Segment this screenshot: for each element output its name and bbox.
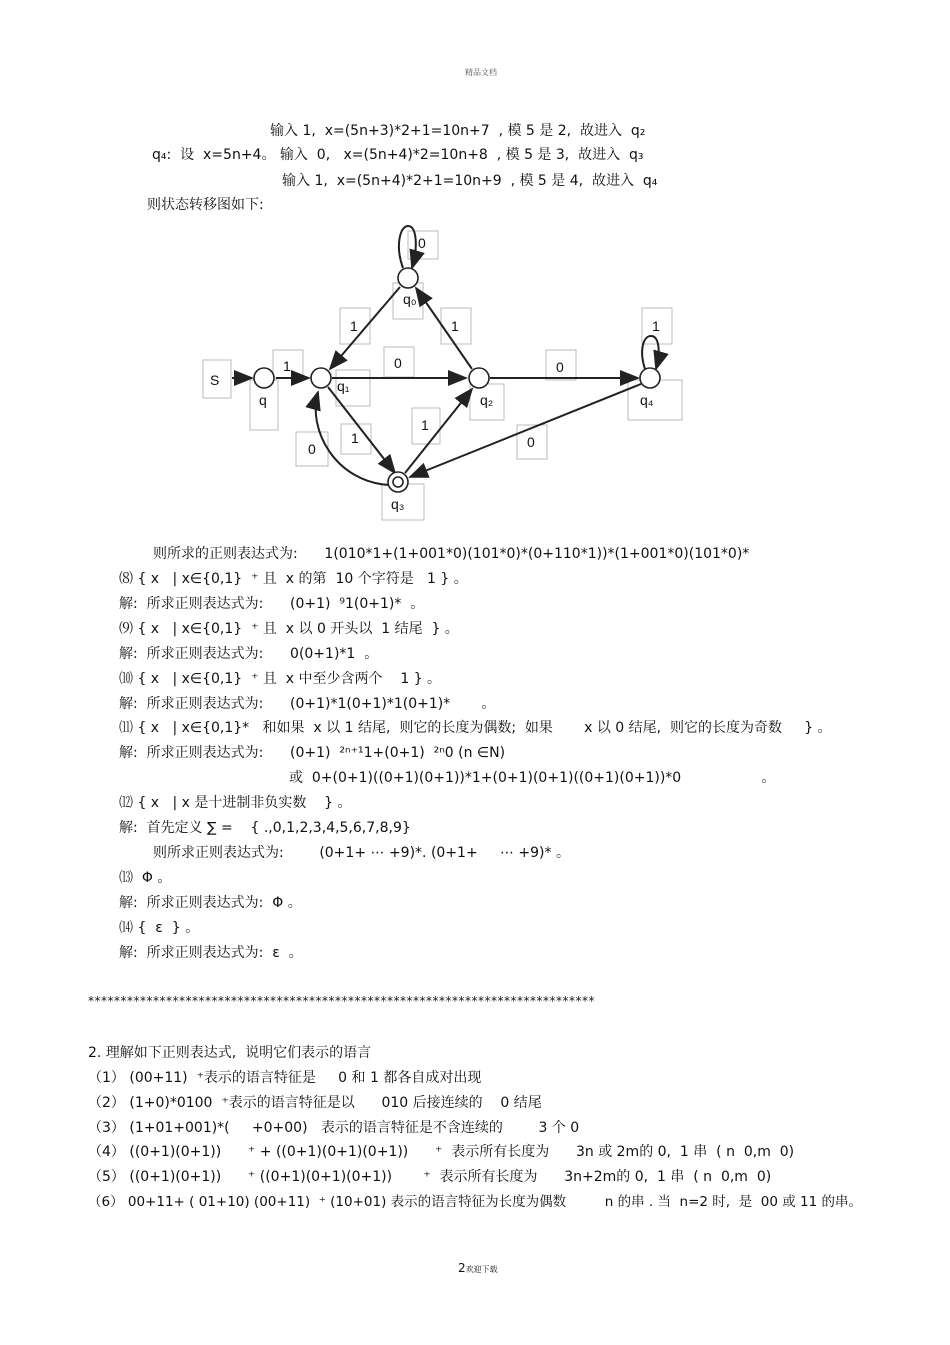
edge-label-q2-q4: 0: [556, 359, 564, 375]
edge-label-q1-q0: 1: [350, 318, 358, 334]
problem-12: ⑿ { x | x 是十进制非负实数 } 。: [119, 795, 352, 811]
derivation-line-1: 输入 1, x=(5n+3)*2+1=10n+7 , 模 5 是 2, 故进入 q₂: [270, 123, 646, 139]
section2-item-6: （6） 00+11+ ( 01+10) (00+11) ⁺ (10+01) 表示的语言特征为长度为偶数 n 的串 . 当 n=2 时, 是 00 或 11 的串。: [88, 1194, 862, 1210]
edge-label-q4-q3: 0: [527, 434, 535, 450]
answer-12: 则所求正则表达式为: (0+1+ ⋯ +9)*. (0+1+ ⋯ +9)* 。: [153, 845, 570, 861]
problem-8: ⑻ { x | x∈{0,1} ⁺ 且 x 的第 10 个字符是 1 } 。: [119, 571, 468, 587]
section2-title: 2. 理解如下正则表达式, 说明它们表示的语言: [88, 1045, 372, 1061]
state-q: q: [259, 392, 267, 408]
problem-11: ⑾ { x | x∈{0,1}* 和如果 x 以 1 结尾, 则它的长度为偶数; 如果 x 以 0 结尾, 则它的长度为奇数 } 。: [119, 720, 832, 736]
state-q3: q₃: [391, 496, 405, 512]
problem-13: ⒀ Φ 。: [119, 870, 172, 886]
section2-item-5: （5） ((0+1)(0+1)) ⁺ ((0+1)(0+1)(0+1)) ⁺ 表示所有长度为 3n+2m的 0, 1 串 ( n 0,m 0): [88, 1169, 772, 1185]
state-q2: q₂: [480, 392, 494, 408]
edge-label-q1-q3: 1: [351, 430, 359, 446]
derivation-line-2: q₄: 设 x=5n+4。 输入 0, x=(5n+4)*2=10n+8 , 模 5 是 3, 故进入 q₃: [152, 147, 644, 163]
page-number: 2: [458, 1261, 466, 1275]
page-footer: [458, 1259, 498, 1279]
answer-10: 解: 所求正则表达式为: (0+1)*1(0+1)*1(0+1)* 。: [119, 696, 496, 712]
state-q1: q₁: [337, 378, 350, 394]
state-q0: q₀: [403, 291, 417, 307]
edge-label-q2-q0: 1: [451, 318, 459, 334]
edge-label-q4-self: 1: [652, 318, 660, 334]
start-label: S: [210, 372, 220, 388]
answer-8: 解: 所求正则表达式为: (0+1) ⁹1(0+1)* 。: [119, 596, 425, 612]
footer-caption: 欢迎下载: [465, 1265, 498, 1274]
edge-label-q-q1: 1: [283, 358, 291, 374]
answer-12-definition: 解: 首先定义 ∑ = { .,0,1,2,3,4,5,6,7,8,9}: [119, 820, 411, 836]
answer-13: 解: 所求正则表达式为: Φ 。: [119, 895, 302, 911]
derivation-line-4: 则状态转移图如下:: [147, 197, 264, 213]
problem-14: ⒁ { ε } 。: [119, 920, 200, 936]
separator: ******************************************************************************: [88, 994, 595, 1008]
answer-9: 解: 所求正则表达式为: 0(0+1)*1 。: [119, 646, 379, 662]
header-watermark: 精品文档: [465, 68, 497, 77]
answer-11: 解: 所求正则表达式为: (0+1) ²ⁿ⁺¹1+(0+1) ²ⁿ0 (n ∈N): [119, 745, 506, 761]
problem-10: ⑽ { x | x∈{0,1} ⁺ 且 x 中至少含两个 1 } 。: [119, 671, 442, 687]
edge-label-q0-self: 0: [418, 235, 426, 251]
answer-14: 解: 所求正则表达式为: ε 。: [119, 945, 303, 961]
problem-9: ⑼ { x | x∈{0,1} ⁺ 且 x 以 0 开头以 1 结尾 } 。: [119, 621, 459, 637]
answer-11-alt: 或 0+(0+1)((0+1)(0+1))*1+(0+1)(0+1)((0+1)(0+1))*0 。: [289, 770, 776, 786]
state-q4: q₄: [640, 392, 654, 408]
edge-label-q1-q2: 0: [394, 355, 402, 371]
section2-item-2: （2） (1+0)*0100 ⁺表示的语言特征是以 010 后接连续的 0 结尾: [88, 1095, 542, 1111]
derivation-line-3: 输入 1, x=(5n+4)*2+1=10n+9 , 模 5 是 4, 故进入 q₄: [282, 173, 658, 189]
edge-label-q3-q2: 1: [421, 417, 429, 433]
edge-label-q3-q1: 0: [308, 441, 316, 457]
section2-item-3: （3） (1+01+001)*( +0+00) 表示的语言特征是不含连续的 3 个 0: [88, 1120, 580, 1136]
section2-item-1: （1） (00+11) ⁺表示的语言特征是 0 和 1 都各自成对出现: [88, 1070, 482, 1086]
section2-item-4: （4） ((0+1)(0+1)) ⁺ + ((0+1)(0+1)(0+1)) ⁺ 表示所有长度为 3n 或 2m的 0, 1 串 ( n 0,m 0): [88, 1144, 795, 1160]
regex-result: 则所求的正则表达式为: 1(010*1+(1+001*0)(101*0)*(0+110*1))*(1+001*0)(101*0)*: [153, 546, 750, 562]
